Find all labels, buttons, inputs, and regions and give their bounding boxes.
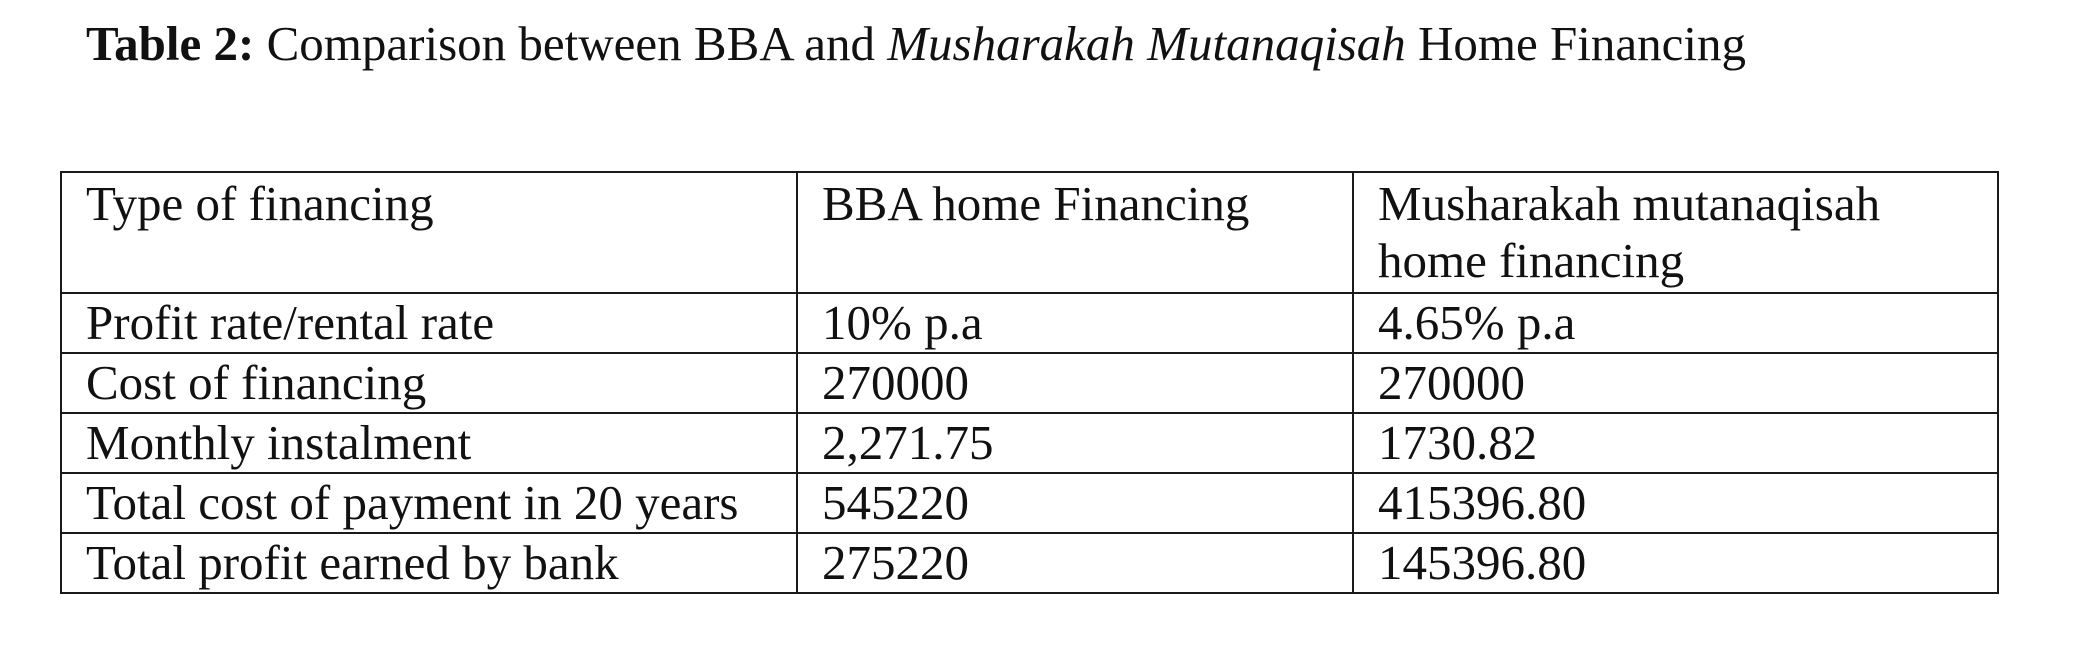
header-cell-bba: BBA home Financing — [797, 172, 1353, 293]
header-cell-type: Type of financing — [61, 172, 797, 293]
musharakah-value: 1730.82 — [1353, 413, 1998, 473]
row-label: Cost of financing — [61, 353, 797, 413]
row-label: Total cost of payment in 20 years — [61, 473, 797, 533]
bba-value: 270000 — [797, 353, 1353, 413]
caption-text-before: Comparison between BBA and — [254, 16, 888, 71]
bba-value: 275220 — [797, 533, 1353, 593]
table-row — [61, 413, 1998, 473]
table-row — [61, 473, 1998, 533]
bba-value: 10% p.a — [797, 293, 1353, 353]
table-header-row — [61, 172, 1998, 293]
musharakah-value: 415396.80 — [1353, 473, 1998, 533]
table-caption — [86, 14, 1746, 74]
bba-value: 545220 — [797, 473, 1353, 533]
row-label: Total profit earned by bank — [61, 533, 797, 593]
musharakah-value: 4.65% p.a — [1353, 293, 1998, 353]
musharakah-value: 270000 — [1353, 353, 1998, 413]
caption-text-italic: Musharakah Mutanaqisah — [887, 16, 1406, 71]
row-label: Profit rate/rental rate — [61, 293, 797, 353]
row-label: Monthly instalment — [61, 413, 797, 473]
table-row — [61, 533, 1998, 593]
musharakah-value: 145396.80 — [1353, 533, 1998, 593]
header-cell-musharakah: Musharakah mutanaqisah home financing — [1353, 172, 1998, 293]
table-row — [61, 353, 1998, 413]
bba-value: 2,271.75 — [797, 413, 1353, 473]
table-row — [61, 293, 1998, 353]
caption-text-after: Home Financing — [1405, 16, 1747, 71]
caption-label: Table 2: — [86, 16, 255, 71]
comparison-table — [60, 171, 1999, 594]
